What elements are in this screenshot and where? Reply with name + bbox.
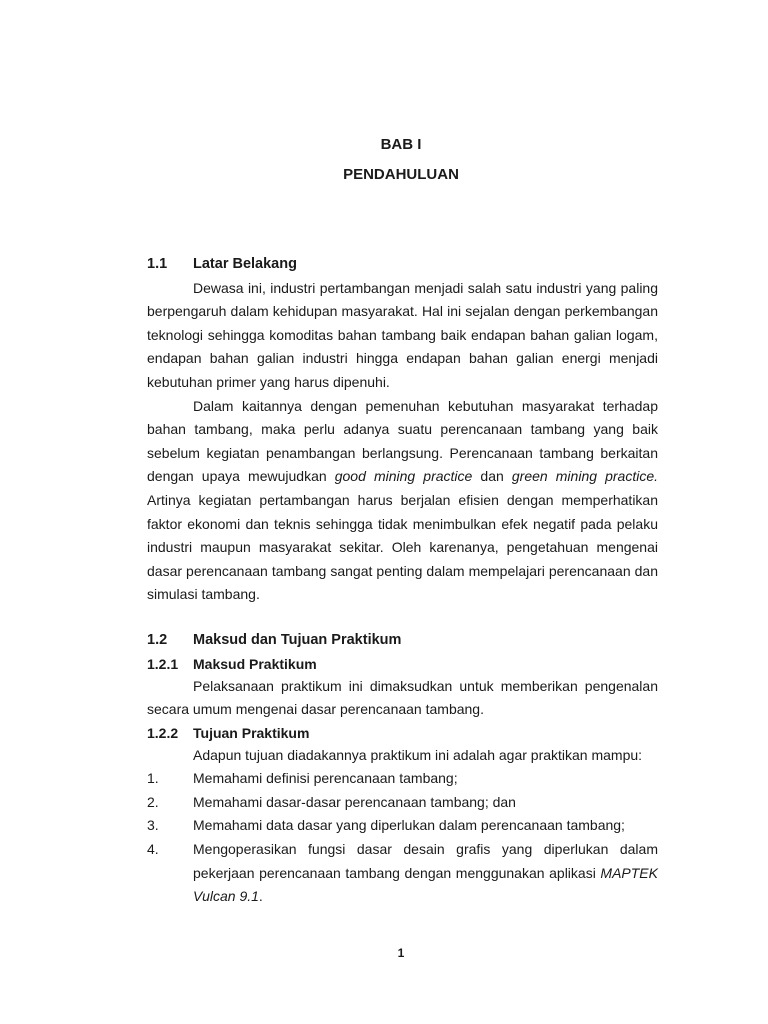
- subsection-title: Tujuan Praktikum: [193, 724, 310, 741]
- chapter-number: BAB I: [380, 136, 422, 153]
- document-body: [147, 253, 658, 909]
- paragraph-latar-1: Dewasa ini, industri pertambangan menjadi salah satu industri yang paling berpengaruh dalam kehidupan masyarakat. Hal ini sejalan dengan perkembangan teknologi sehingga komoditas bahan tambang baik endapan bahan galian logam, endapan bahan galian industri hingga endapan bahan galian energi menjadi kebutuhan primer yang harus dipenuhi.: [147, 279, 658, 390]
- section-title: Latar Belakang: [193, 256, 297, 272]
- chapter-title: PENDAHULUAN: [343, 166, 459, 183]
- section-number: 1.1: [147, 256, 168, 272]
- list-item: 2. Memahami dasar-dasar perencanaan tambang; dan: [147, 793, 516, 810]
- subsection-heading-1-2-2: [147, 722, 658, 744]
- paragraph-tujuan-intro: Adapun tujuan diadakannya praktikum ini adalah agar praktikan mampu:: [193, 746, 643, 763]
- section-heading-1-1: [147, 253, 658, 277]
- subsection-title: Maksud Praktikum: [193, 655, 317, 672]
- list-item: 3. Memahami data dasar yang diperlukan dalam perencanaan tambang;: [147, 817, 625, 834]
- paragraph-maksud: Pelaksanaan praktikum ini dimaksudkan untuk memberikan pengenalan secara umum mengenai dasar perencanaan tambang.: [147, 677, 658, 718]
- section-title: Maksud dan Tujuan Praktikum: [193, 631, 402, 648]
- subsection-number: 1.2.1: [147, 655, 179, 672]
- subsection-number: 1.2.2: [147, 724, 179, 741]
- page-number: 1: [397, 946, 405, 960]
- section-number: 1.2: [147, 631, 168, 648]
- list-item: 1. Memahami definisi perencanaan tambang;: [147, 770, 458, 787]
- list-item: 4. Mengoperasikan fungsi dasar desain grafis yang diperlukan dalam pekerjaan perencanaan tambang dengan menggunakan aplikasi MAPTEK Vulcan 9.1.: [147, 841, 658, 905]
- paragraph-latar-2: Dalam kaitannya dengan pemenuhan kebutuhan masyarakat terhadap bahan tambang, maka perlu adanya suatu perencanaan tambang yang baik sebelum kegiatan penambangan berlangsung. Perencanaan tambang berkaitan dengan upaya mewujudkan good mining practice dan green mining practice. Artinya kegiatan pertambangan harus berjalan efisien dengan memperhatikan faktor ekonomi dan teknis sehingga tidak menimbulkan efek negatif pada pelaku industri maupun masyarakat sekitar. Oleh karenanya, pengetahuan mengenai dasar perencanaan tambang sangat penting dalam mempelajari perencanaan dan simulasi tambang.: [147, 397, 659, 603]
- section-heading-1-2: [147, 629, 658, 653]
- subsection-heading-1-2-1: [147, 653, 658, 675]
